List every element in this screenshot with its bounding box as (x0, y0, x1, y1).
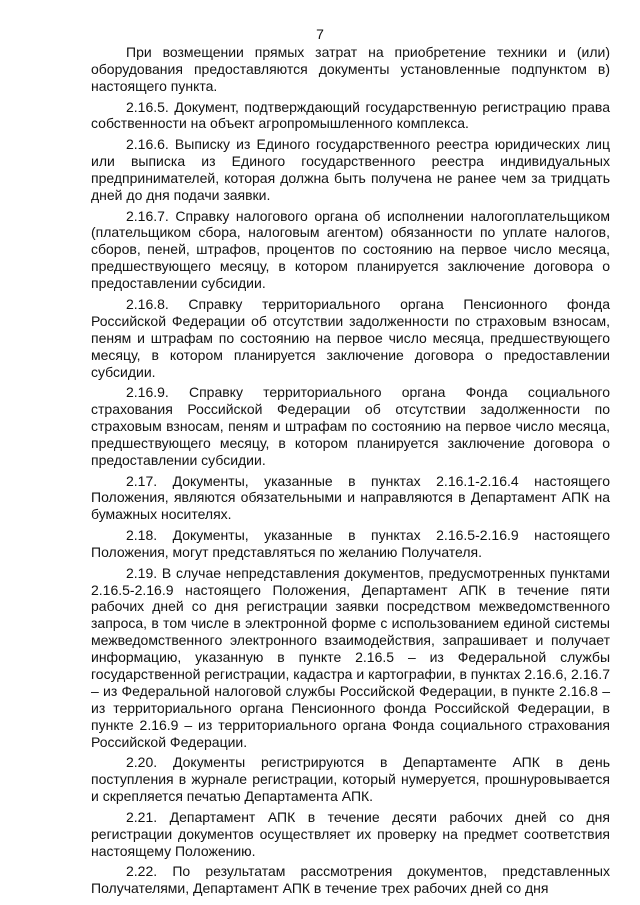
paragraph-2-21: 2.21. Департамент АПК в течение десяти рабочих дней со дня регистрации документов осуществляет их проверку на предмет соответствия настоящему Положению. (91, 808, 610, 859)
document-body (91, 44, 610, 901)
paragraph-2-17: 2.17. Документы, указанные в пунктах 2.16.1-2.16.4 настоящего Положения, являются обязательными и направляются в Департамент АПК на бумажных носителях. (91, 472, 610, 523)
paragraph-2-16-8: 2.16.8. Справку территориального органа Пенсионного фонда Российской Федерации об отсутствии задолженности по страховым взносам, пеням и штрафам по состоянию на первое число месяца, предшествующего месяцу, в котором планируется заключение договора о предоставлении субсидии. (91, 295, 610, 380)
paragraph-2-16-7: 2.16.7. Справку налогового органа об исполнении налогоплательщиком (плательщиком сбора, налоговым агентом) обязанности по уплате налогов, сборов, пеней, штрафов, процентов по состоянию на первое число месяца, предшествующего месяцу, в котором планируется заключение договора о предоставлении субсидии. (91, 207, 610, 292)
paragraph-2-20: 2.20. Документы регистрируются в Департаменте АПК в день поступления в журнале регистрации, который нумеруется, прошнуровывается и скрепляется печатью Департамента АПК. (91, 754, 610, 805)
paragraph-2-19: 2.19. В случае непредставления документов, предусмотренных пунктами 2.16.5-2.16.9 настоящего Положения, Департамент АПК в течение пяти рабочих дней со дня регистрации заявки посредством межведомственного запроса, в том числе в электронной форме с использованием единой системы межведомственного электронного взаимодействия, запрашивает и получает информацию, указанную в пункте 2.16.5 – из Федеральной службы государственной регистрации, кадастра и картографии, в пунктах 2.16.6, 2.16.7 – из Федеральной налоговой службы Российской Федерации, в пункте 2.16.8 – из территориального органа Пенсионного фонда Российской Федерации, в пункте 2.16.9 – из территориального органа Фонда социального страхования Российской Федерации. (91, 564, 610, 750)
paragraph-2-16-9: 2.16.9. Справку территориального органа Фонда социального страхования Российской Федерации об отсутствии задолженности по страховым взносам, пеням и штрафам по состоянию на первое число месяца, предшествующего месяцу, в котором планируется заключение договора о предоставлении субсидии. (91, 384, 610, 468)
paragraph-2-22: 2.22. По результатам рассмотрения документов, представленных Получателями, Департамент АПК в течение трех рабочих дней со дня (91, 863, 610, 897)
paragraph-equipment-costs: При возмещении прямых затрат на приобретение техники и (или) оборудования предоставляются документы установленные подпунктом в) настоящего пункта. (91, 44, 610, 94)
paragraph-2-16-6: 2.16.6. Выписку из Единого государственного реестра юридических лиц или выписка из Единого государственного реестра индивидуальных предпринимателей, которая должна быть получена не ранее чем за тридцать дней до дня подачи заявки. (91, 136, 610, 203)
page-number: 7 (316, 26, 324, 42)
paragraph-2-18: 2.18. Документы, указанные в пунктах 2.16.5-2.16.9 настоящего Положения, могут представляться по желанию Получателя. (91, 527, 610, 560)
paragraph-2-16-5: 2.16.5. Документ, подтверждающий государственную регистрацию права собственности на объект агропромышленного комплекса. (91, 98, 610, 132)
